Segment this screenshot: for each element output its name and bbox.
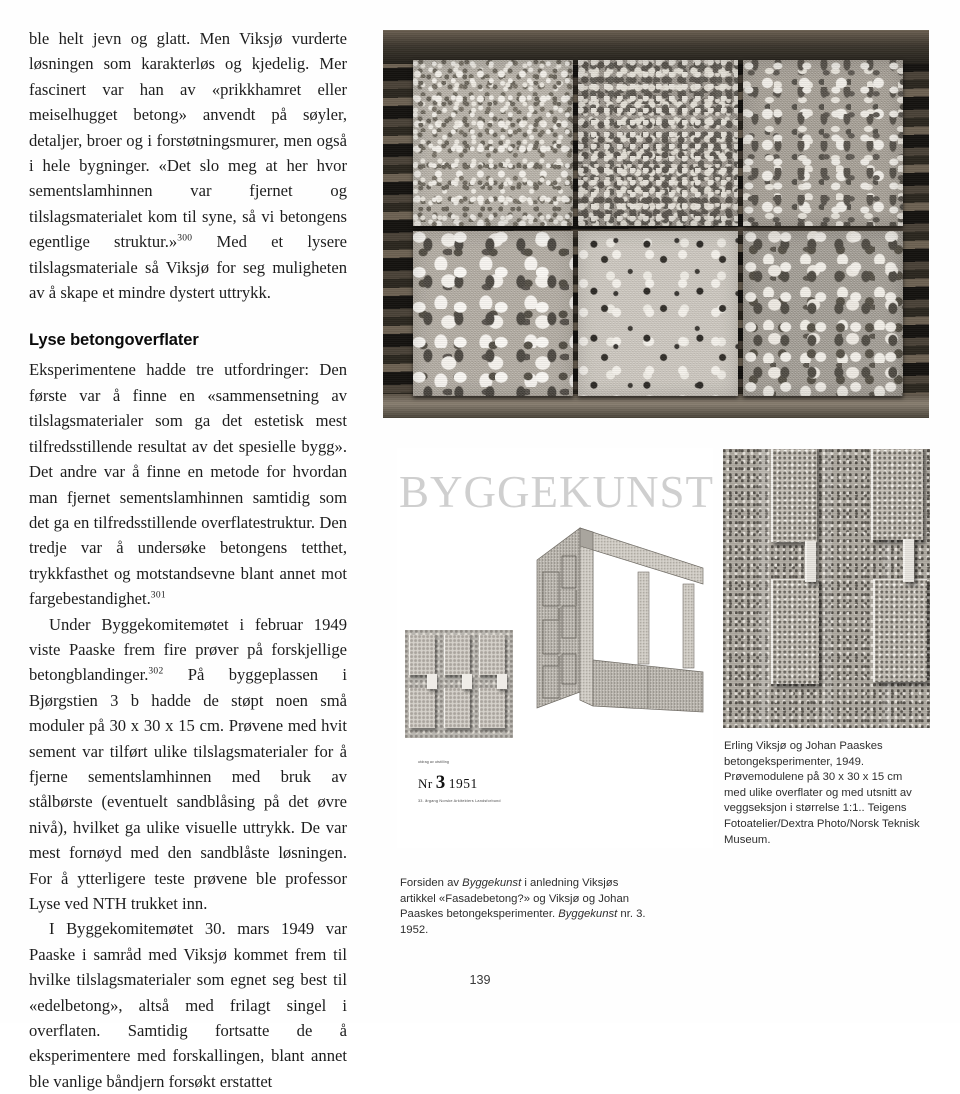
caption-wall-detail: Erling Viksjø og Johan Paaskes betongeksperimenter, 1949. Prøvemodulene på 30 x 30 x 15 cm med ulike overflater og med utsnitt av veggseksjon i størrelse 1:1.. Teigens Fotoatelier/Dextra Photo/Norsk Teknisk Museum. bbox=[724, 740, 920, 846]
wall-relief-panel bbox=[771, 579, 819, 684]
section-heading-lyse-betongoverflater: Lyse betongoverflater bbox=[29, 331, 199, 350]
panel-tile bbox=[409, 635, 435, 675]
wall-relief-panel bbox=[771, 449, 817, 542]
cover-issue-line bbox=[418, 772, 548, 794]
concrete-corner-model-drawing bbox=[535, 520, 707, 720]
slab-grain-overlay bbox=[743, 60, 903, 226]
paragraph-continued bbox=[29, 26, 347, 305]
cover-fine-print-bottom: 33. årgang Norske Arkitekters Landsforbund bbox=[418, 798, 501, 803]
concrete-wall-section-photo bbox=[723, 449, 930, 728]
caption-italic-byggekunst-1: Byggekunst bbox=[462, 877, 522, 889]
concrete-slab-1 bbox=[413, 60, 573, 226]
footnote-marker-301: 301 bbox=[150, 590, 166, 601]
paragraph-text: ble helt jevn og glatt. Men Viksjø vurderte løsningen som karakterløs og kjedelig. Mer fascinert var han av «prikkhamret eller meiselhugget betong» anvendt på søyler, detaljer, broer og i forstøtningsmurer, men også i hele bygninger. «Det slo meg at her hvor sementslamhinnen var fjernet og tilslagsmaterialet kom til syne, så vi betongens egentlige struktur.» bbox=[29, 29, 347, 252]
byggekunst-cover-title: BYGGEKUNST bbox=[399, 467, 715, 517]
byggekunst-magazine-cover bbox=[397, 448, 713, 848]
concrete-slab-6 bbox=[743, 231, 903, 397]
caption-part-3: nr. 3. 1952. bbox=[400, 908, 646, 936]
left-text-column bbox=[29, 26, 347, 1094]
paragraph-under-byggekomitemotet bbox=[29, 612, 347, 917]
paragraph-eksperimentene bbox=[29, 357, 347, 611]
slab-grain-overlay bbox=[413, 231, 573, 397]
panel-tile bbox=[409, 688, 435, 728]
cover-fine-print-top: utdrag av utstilling bbox=[418, 760, 449, 764]
issue-year: 1951 bbox=[448, 775, 478, 791]
caption-part-1: Forsiden av bbox=[400, 877, 463, 889]
slab-grain-overlay bbox=[578, 231, 738, 397]
byggekunst-cover-metadata bbox=[418, 760, 548, 804]
wall-groove bbox=[823, 449, 832, 728]
paragraph-i-byggekomitemotet bbox=[29, 916, 347, 1094]
paragraph-text-after: På byggeplassen i Bjørgstien 3 b hadde de støpt noen små moduler på 30 x 30 x 15 cm. Prøvene med hvit sement var tilført ulike tilslagsmaterialer for å fjerne sementslamhinnen med bruk av stålbørste (eventuelt sandblåsing på det øvre nivå), hvilket ga ulike visuelle uttrykk. De var mest fornøyd med den sandblåste løsningen. For å ytterligere teste prøvene ble professor Lyse ved NTH trukket inn. bbox=[29, 665, 347, 913]
panel-connector bbox=[462, 674, 472, 689]
slab-grain-overlay bbox=[743, 231, 903, 397]
wall-panel-connector bbox=[805, 541, 816, 582]
footnote-marker-300: 300 bbox=[177, 233, 193, 244]
slab-grain-overlay bbox=[578, 60, 738, 226]
panel-connector bbox=[427, 674, 437, 689]
paragraph-text: Eksperimentene hadde tre utfordringer: Den første var å finne en «sammensetning av tilslagsmaterialer som ga det estetisk mest tilfredsstillende resultat av det spesielle bygg». Det andre var å finne en metode for hvordan man fjernet sementslamhinnen samtidig som det ga en tilfredsstillende overflatestruktur. Den tredje var å undersøke betongens tetthet, trykkfasthet og motstandsevne blant annet mot fargebestandighet. bbox=[29, 360, 347, 609]
concrete-sample-modules-photo bbox=[383, 30, 929, 418]
panel-connector bbox=[497, 674, 507, 689]
panel-tile bbox=[444, 635, 470, 675]
wall-groove bbox=[759, 449, 769, 728]
plank-bottom-edge bbox=[383, 394, 929, 418]
wall-relief-panel bbox=[873, 579, 927, 682]
panel-tile bbox=[444, 688, 470, 728]
page-number: 139 bbox=[469, 973, 491, 987]
slab-grain-overlay bbox=[413, 60, 573, 226]
wall-relief-panel bbox=[871, 449, 923, 540]
footnote-marker-302: 302 bbox=[148, 666, 164, 677]
caption-part-2: i anledning Viksjøs artikkel «Fasadebetong?» og Viksjø og Johan Paaskes betongeksperimenter. bbox=[400, 877, 630, 921]
caption-byggekunst-cover bbox=[400, 876, 648, 938]
issue-number: 3 bbox=[435, 771, 446, 793]
caption-italic-byggekunst-2: Byggekunst bbox=[558, 908, 618, 921]
plank-top-edge bbox=[383, 30, 929, 64]
panel-tile bbox=[479, 688, 505, 728]
concrete-slab-5 bbox=[578, 231, 738, 397]
paragraph-text-after: Med et lysere tilslagsmateriale så Viksjø for seg muligheten av å skape et mindre dystert uttrykk. bbox=[29, 232, 347, 303]
concrete-slab-4 bbox=[413, 231, 573, 397]
panel-tile bbox=[479, 635, 505, 675]
concrete-slab-3 bbox=[743, 60, 903, 226]
paragraph-text: I Byggekomitemøtet 30. mars 1949 var Paaske i samråd med Viksjø kommet frem til hvilke tilslagsmaterialer som egnet seg best til «edelbetong», altså med frilagt singel i overflaten. Samtidig fortsatte de å eksperimentere med forskallingen, blant annet ble vanlige båndjern forsøkt erstattet bbox=[29, 919, 347, 1091]
concrete-slab-grid bbox=[413, 60, 903, 396]
paragraph-text: Under Byggekomitemøtet i februar 1949 viste Paaske frem fire prøver på forskjellige betongblandinger. bbox=[29, 614, 347, 685]
concrete-slab-2 bbox=[578, 60, 738, 226]
wall-panel-connector bbox=[903, 539, 914, 582]
concrete-panel-grid-sample bbox=[405, 630, 513, 738]
issue-label: Nr bbox=[418, 775, 433, 791]
